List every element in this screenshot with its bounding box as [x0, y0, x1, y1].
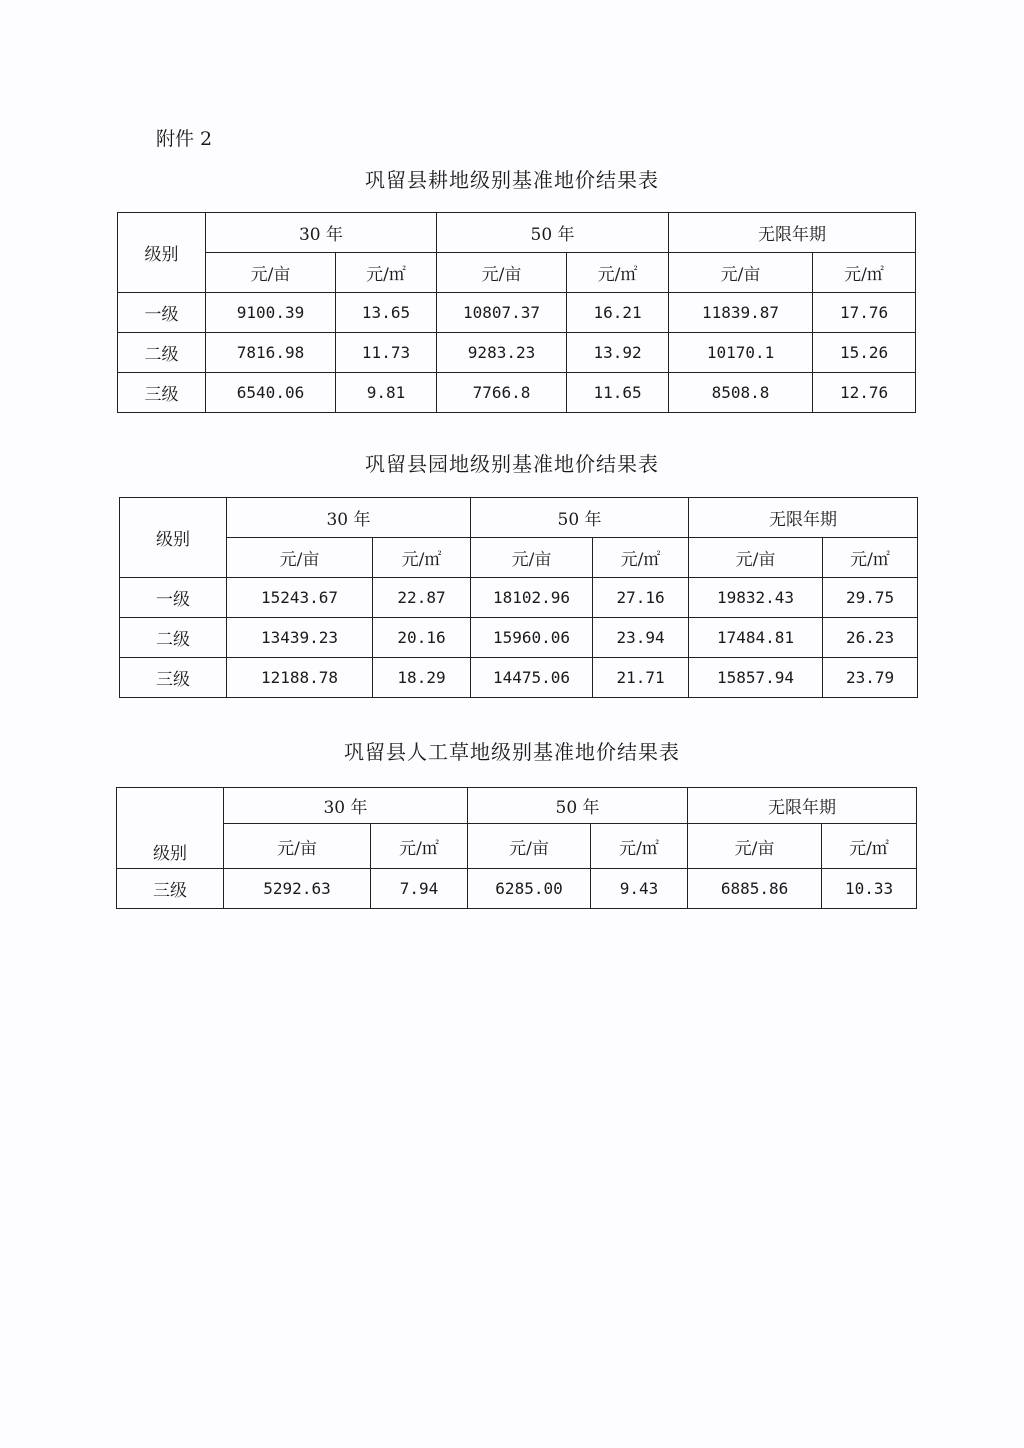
price-cell: 15.26: [813, 333, 916, 373]
price-cell: 8508.8: [669, 373, 813, 413]
price-cell: 11839.87: [669, 293, 813, 333]
period-header-30: 30 年: [224, 788, 468, 824]
price-cell: 9.81: [336, 373, 437, 413]
level-cell: 二级: [120, 618, 227, 658]
price-cell: 19832.43: [689, 578, 823, 618]
unit-header-sqm: 元/㎡: [593, 538, 689, 578]
price-cell: 11.65: [567, 373, 669, 413]
grassland-price-table: [116, 787, 917, 909]
price-cell: 18102.96: [471, 578, 593, 618]
period-header-30: 30 年: [206, 213, 437, 253]
table-row: [120, 618, 918, 658]
unit-header-sqm: 元/㎡: [813, 253, 916, 293]
unit-header-mu: 元/亩: [468, 824, 591, 869]
price-cell: 9.43: [591, 869, 688, 909]
unit-header-sqm: 元/㎡: [373, 538, 471, 578]
price-cell: 20.16: [373, 618, 471, 658]
table-title-farmland: 巩留县耕地级别基准地价结果表: [365, 168, 659, 192]
unit-header-sqm: 元/㎡: [591, 824, 688, 869]
attachment-label: 附件 2: [156, 128, 213, 150]
level-header: 级别: [117, 788, 224, 869]
unit-header-mu: 元/亩: [206, 253, 336, 293]
price-cell: 12.76: [813, 373, 916, 413]
price-cell: 13.65: [336, 293, 437, 333]
table-row: [117, 869, 917, 909]
unit-header-mu: 元/亩: [224, 824, 371, 869]
level-cell: 三级: [117, 869, 224, 909]
price-cell: 17484.81: [689, 618, 823, 658]
unit-header-mu: 元/亩: [227, 538, 373, 578]
price-cell: 17.76: [813, 293, 916, 333]
table-row: [118, 293, 916, 333]
level-cell: 一级: [120, 578, 227, 618]
period-header-unlimited: 无限年期: [688, 788, 917, 824]
period-header-unlimited: 无限年期: [669, 213, 916, 253]
period-header-50: 50 年: [471, 498, 689, 538]
unit-header-mu: 元/亩: [669, 253, 813, 293]
price-cell: 13439.23: [227, 618, 373, 658]
price-cell: 11.73: [336, 333, 437, 373]
price-cell: 29.75: [823, 578, 918, 618]
farmland-price-table: [117, 212, 916, 413]
level-cell: 三级: [118, 373, 206, 413]
table-row: [120, 578, 918, 618]
price-cell: 23.94: [593, 618, 689, 658]
level-header: 级别: [120, 498, 227, 578]
table-title-grassland: 巩留县人工草地级别基准地价结果表: [344, 740, 680, 764]
price-cell: 10170.1: [669, 333, 813, 373]
period-header-unlimited: 无限年期: [689, 498, 918, 538]
period-header-30: 30 年: [227, 498, 471, 538]
price-cell: 6885.86: [688, 869, 822, 909]
unit-header-mu: 元/亩: [689, 538, 823, 578]
price-cell: 15857.94: [689, 658, 823, 698]
price-cell: 13.92: [567, 333, 669, 373]
price-cell: 7816.98: [206, 333, 336, 373]
table-row: [118, 373, 916, 413]
price-cell: 9100.39: [206, 293, 336, 333]
unit-header-mu: 元/亩: [688, 824, 822, 869]
level-cell: 三级: [120, 658, 227, 698]
table-title-orchard: 巩留县园地级别基准地价结果表: [365, 452, 659, 476]
price-cell: 6540.06: [206, 373, 336, 413]
price-cell: 7.94: [371, 869, 468, 909]
price-cell: 15960.06: [471, 618, 593, 658]
price-cell: 14475.06: [471, 658, 593, 698]
unit-header-mu: 元/亩: [471, 538, 593, 578]
period-header-50: 50 年: [468, 788, 688, 824]
unit-header-sqm: 元/㎡: [567, 253, 669, 293]
unit-header-sqm: 元/㎡: [823, 538, 918, 578]
unit-header-sqm: 元/㎡: [336, 253, 437, 293]
level-header: 级别: [118, 213, 206, 293]
period-header-50: 50 年: [437, 213, 669, 253]
price-cell: 6285.00: [468, 869, 591, 909]
table-row: [118, 333, 916, 373]
price-cell: 21.71: [593, 658, 689, 698]
level-cell: 二级: [118, 333, 206, 373]
price-cell: 7766.8: [437, 373, 567, 413]
unit-header-sqm: 元/㎡: [822, 824, 917, 869]
price-cell: 5292.63: [224, 869, 371, 909]
price-cell: 10.33: [822, 869, 917, 909]
orchard-price-table: [119, 497, 918, 698]
price-cell: 18.29: [373, 658, 471, 698]
level-cell: 一级: [118, 293, 206, 333]
price-cell: 15243.67: [227, 578, 373, 618]
price-cell: 23.79: [823, 658, 918, 698]
price-cell: 12188.78: [227, 658, 373, 698]
price-cell: 26.23: [823, 618, 918, 658]
unit-header-sqm: 元/㎡: [371, 824, 468, 869]
price-cell: 27.16: [593, 578, 689, 618]
table-row: [120, 658, 918, 698]
price-cell: 10807.37: [437, 293, 567, 333]
price-cell: 16.21: [567, 293, 669, 333]
price-cell: 22.87: [373, 578, 471, 618]
unit-header-mu: 元/亩: [437, 253, 567, 293]
price-cell: 9283.23: [437, 333, 567, 373]
